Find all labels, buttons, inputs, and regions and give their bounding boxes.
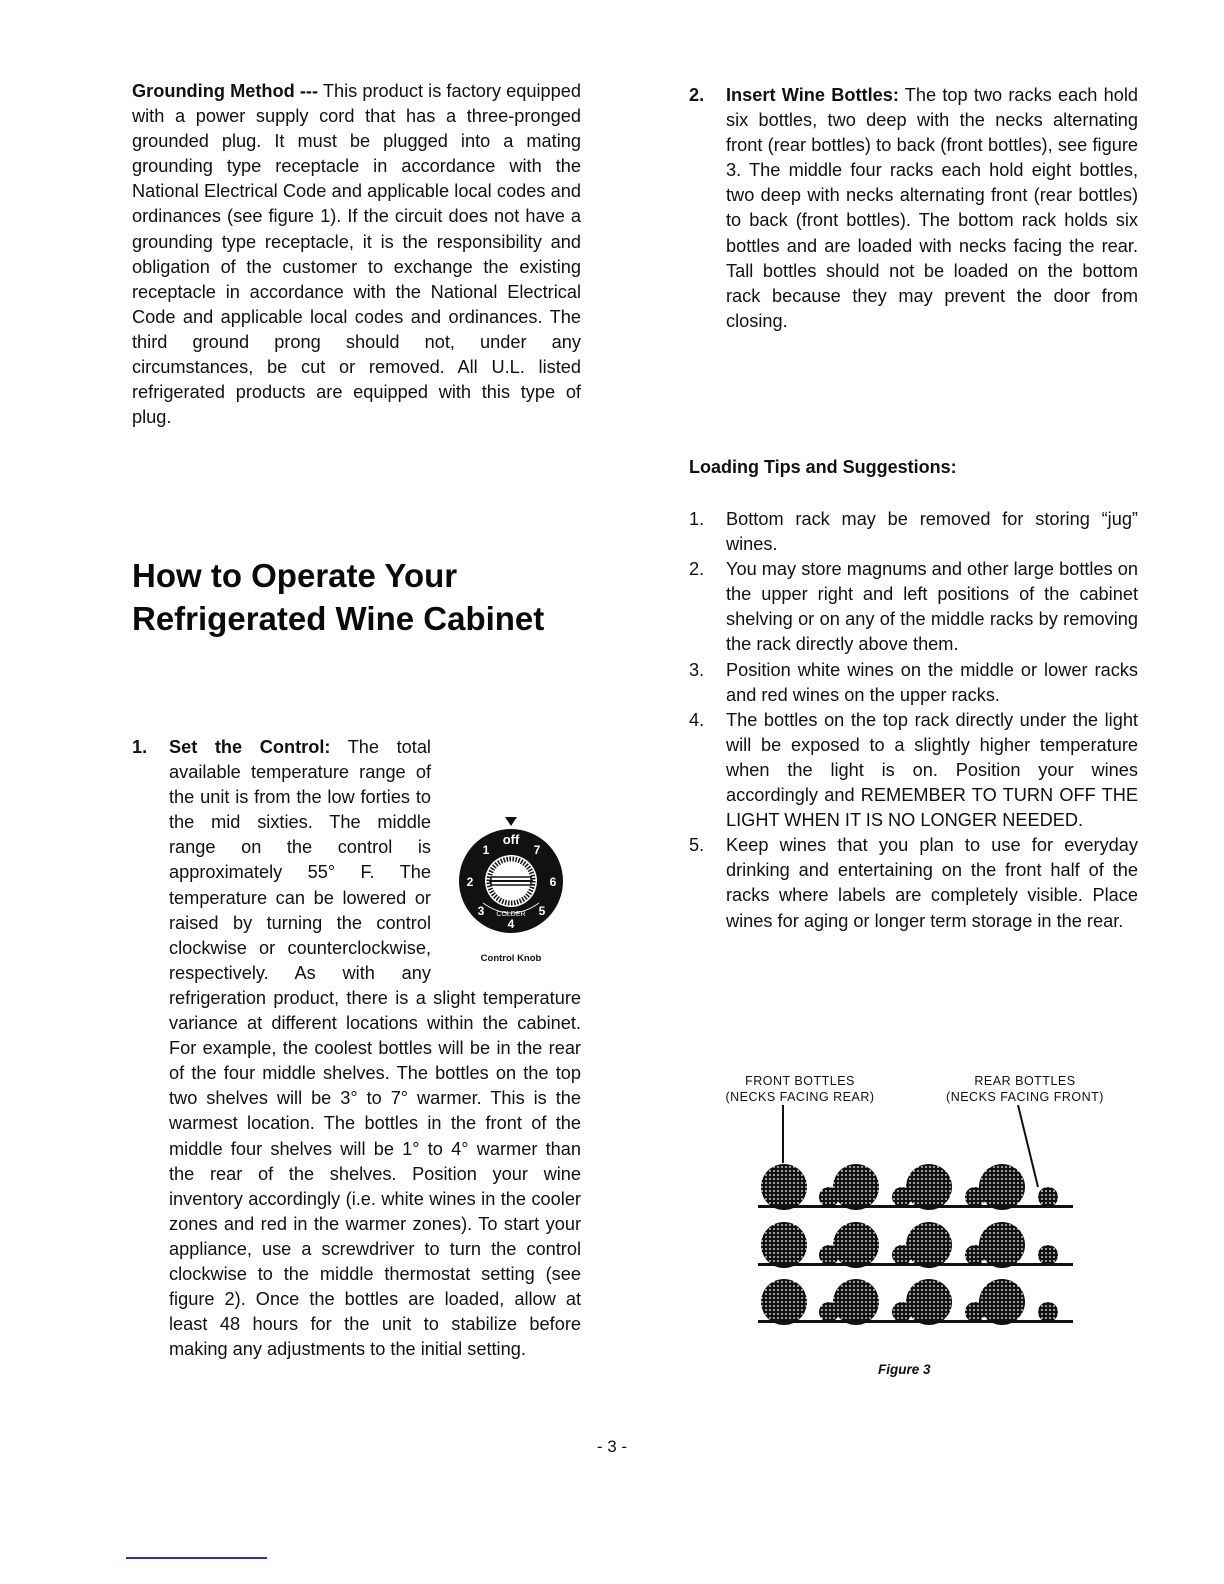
tip-text: Bottom rack may be removed for storing “jug” wines. — [726, 509, 1138, 555]
step-2-body: The top two racks each hold six bottles, two deep with the necks alternating front (rear bottles) to back (front bottles), see figure 3. The middle four racks each hold eight bottles, two deep with necks alternating front (rear bottles) to back (front bottles). The bottom rack holds six bottles and are loaded with necks facing the rear. Tall bottles should not be loaded on the bottom rack because they may prevent the door from closing. — [726, 85, 1138, 331]
tip-text: The bottles on the top rack directly under the light will be exposed to a slightly higher temperature when the light is on. Position your wines accordingly and REMEMBER TO TURN OFF THE LIGHT WHEN IT IS NO LONGER NEEDED. — [726, 709, 1138, 831]
svg-text:off: off — [502, 832, 520, 847]
tip-number: 2. — [689, 559, 705, 580]
rear-label-line1: REAR BOTTLES — [974, 1074, 1076, 1088]
tip-item — [689, 507, 1138, 557]
step-1 — [132, 735, 581, 1362]
grounding-title: Grounding Method --- — [132, 81, 319, 101]
svg-text:1: 1 — [482, 843, 490, 857]
tip-item — [689, 708, 1138, 833]
svg-text:6: 6 — [549, 875, 557, 889]
svg-text:7: 7 — [533, 843, 541, 857]
rear-label-line2: (NECKS FACING FRONT) — [946, 1090, 1104, 1104]
front-bottles-label — [700, 1073, 900, 1105]
grounding-paragraph — [132, 79, 581, 430]
section-title: How to Operate Your Refrigerated Wine Cabinet — [132, 557, 545, 637]
svg-text:COLDER: COLDER — [496, 911, 526, 918]
rack-row — [758, 1164, 1073, 1210]
step-2 — [689, 83, 1138, 334]
tip-number: 4. — [689, 709, 705, 730]
rear-bottles-label — [925, 1073, 1125, 1105]
tips-heading: Loading Tips and Suggestions: — [689, 457, 957, 477]
tip-item — [689, 658, 1138, 708]
control-knob-caption: Control Knob — [480, 953, 542, 964]
step-2-title: Insert Wine Bottles: — [726, 85, 899, 105]
rack-row — [758, 1222, 1073, 1268]
rack-row — [758, 1279, 1073, 1325]
step-1-item — [132, 735, 581, 1362]
svg-text:5: 5 — [538, 904, 546, 918]
tip-text: Keep wines that you plan to use for everyday drinking and entertaining on the front half of the racks where labels are completely visible. Place wines for aging or longer term storage in the rear. — [726, 835, 1138, 931]
bottle-rack-diagram — [740, 1105, 1080, 1325]
step-1-body: The total available temperature range of the unit is from the low forties to the mid sixties. The middle range on the control is approximately 55° F. The temperature can be lowered or raised by turning the control clockwise or counterclockwise, respectively. As with any refrigeration product, there is a slight temperature variance at different locations within the cabinet. For example, the coolest bottles will be in the rear of the four middle shelves. The bottles on the top two shelves will be 3° to 7° warmer. This is the warmest location. The bottles in the front of the middle four shelves will be 1° to 4° warmer than the rear of the shelves. Position your wine inventory accordingly (i.e. white wines in the cooler zones and red in the warmer zones). To start your appliance, use a screwdriver to turn the control clockwise to the middle thermostat setting (see figure 2). Once the bottles are loaded, allow at least 48 hours for the unit to stabilize before making any adjustments to the initial setting. — [169, 737, 581, 1360]
tip-item — [689, 557, 1138, 657]
grounding-body: This product is factory equipped with a power supply cord that has a three-pronged grounded plug. It must be plugged into a mating grounding type receptacle in accordance with the National Electrical Code and applicable local codes and ordinances (see figure 1). If the circuit does not have a grounding type receptacle, it is the responsibility and obligation of the customer to exchange the existing receptacle in accordance with the National Electrical Code and applicable local codes and ordinances. The third ground prong should not, under any circumstances, be cut or removed. All U.L. listed refrigerated products are equipped with this type of plug. — [132, 81, 581, 428]
tip-number: 3. — [689, 659, 705, 680]
footer-rule — [126, 1557, 267, 1559]
svg-text:3: 3 — [477, 904, 485, 918]
step-1-title: Set the Control: — [169, 737, 331, 757]
step-1-number: 1. — [132, 737, 148, 757]
step-2-item — [689, 83, 1138, 334]
front-label-line1: FRONT BOTTLES — [745, 1074, 855, 1088]
step-2-number: 2. — [689, 85, 705, 105]
tips-list — [689, 507, 1138, 934]
svg-text:4: 4 — [507, 917, 515, 931]
tip-text: Position white wines on the middle or lower racks and red wines on the upper racks. — [726, 659, 1138, 705]
page-number: - 3 - — [596, 1437, 628, 1456]
tip-text: You may store magnums and other large bottles on the upper right and left positions of the cabinet shelving or on any of the middle racks by removing the rack directly above them. — [726, 559, 1138, 655]
tip-number: 5. — [689, 835, 705, 856]
control-knob-figure — [441, 811, 581, 967]
tip-number: 1. — [689, 509, 705, 529]
front-label-line2: (NECKS FACING REAR) — [725, 1090, 875, 1104]
svg-text:2: 2 — [466, 875, 474, 889]
tip-item — [689, 833, 1138, 933]
control-knob-icon — [441, 811, 581, 951]
figure-3-caption: Figure 3 — [878, 1362, 931, 1377]
